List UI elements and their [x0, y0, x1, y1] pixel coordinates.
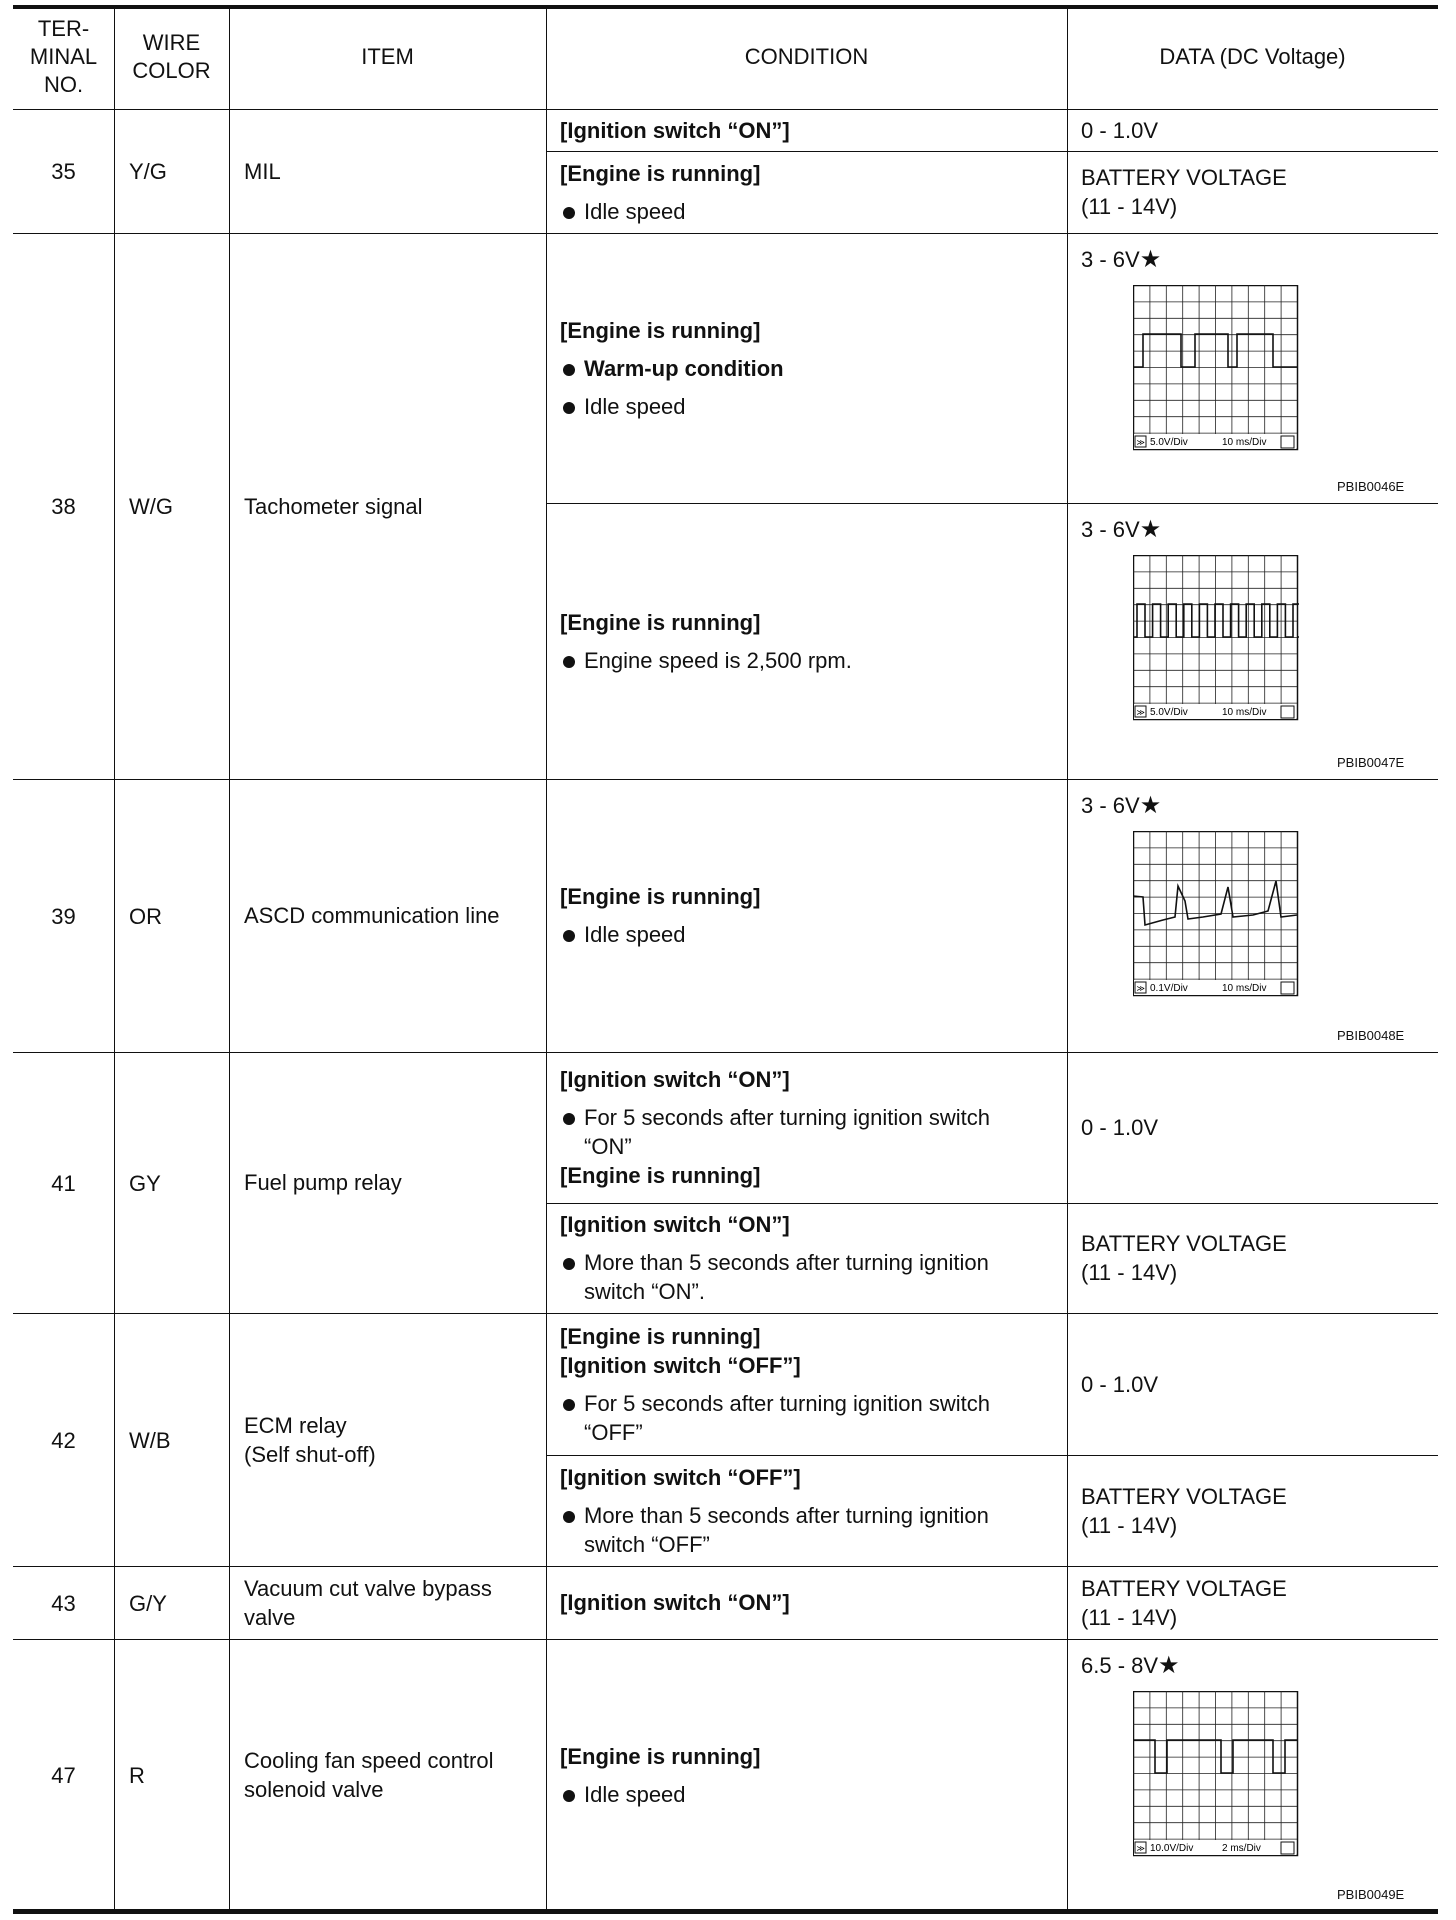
voltage-text: 3 - 6V: [1081, 793, 1140, 818]
condition-heading: [Ignition switch “ON”]: [560, 1590, 790, 1615]
condition-heading: [Ignition switch “OFF”]: [560, 1464, 801, 1490]
run-icon-glyph: ≫: [1136, 1844, 1145, 1853]
item-name: MIL: [244, 158, 281, 184]
condition-heading: [Ignition switch “ON”]: [560, 1067, 790, 1092]
voltage-value: [1081, 1651, 1180, 1680]
condition-heading: [Engine is running]: [560, 160, 761, 186]
item-name: ASCD communication line: [244, 903, 500, 928]
voltage-value: 0 - 1.0V: [1081, 1371, 1159, 1397]
wire-color: G/Y: [129, 1590, 167, 1616]
condition-bullet: For 5 seconds after turning ignition switch “OFF”: [560, 1389, 1041, 1447]
header-item: ITEM: [361, 44, 414, 69]
volt-div-label: 5.0V/Div: [1150, 437, 1188, 448]
condition-bullet: More than 5 seconds after turning ignition switch “OFF”: [560, 1501, 1041, 1559]
condition-block: [560, 116, 1041, 145]
header-terminal: TER- MINAL NO.: [29, 16, 98, 97]
condition-heading: [Engine is running]: [560, 1323, 761, 1349]
star-icon: ★: [1158, 1652, 1180, 1679]
column-rule: [1067, 5, 1068, 1911]
column-rule: [114, 5, 115, 1911]
oscilloscope-waveform: [1133, 1691, 1299, 1873]
condition-block: [560, 1588, 1041, 1617]
figure-code: PBIB0048E: [1337, 1028, 1405, 1043]
item-name: Fuel pump relay: [244, 1170, 402, 1195]
condition-heading: [Engine is running]: [560, 609, 761, 635]
waveform-trace: [1133, 604, 1299, 637]
star-icon: ★: [1139, 516, 1162, 543]
figure-code: PBIB0046E: [1337, 479, 1405, 494]
item-name: Tachometer signal: [244, 493, 423, 519]
column-rule: [546, 5, 547, 1911]
row-rule: [13, 1911, 1438, 1912]
voltage-text: 3 - 6V: [1081, 247, 1140, 272]
voltage-value: BATTERY VOLTAGE (11 - 14V): [1081, 165, 1287, 219]
header-rule: [13, 109, 1438, 110]
voltage-value: [1081, 791, 1161, 820]
header-wire: WIRE COLOR: [132, 30, 211, 83]
time-div-label: 2 ms/Div: [1222, 1843, 1261, 1854]
run-icon-glyph: ≫: [1136, 708, 1145, 717]
terminal-no: 38: [51, 494, 76, 519]
condition-block: [560, 1322, 1041, 1447]
item-name: Cooling fan speed control solenoid valve: [244, 1748, 494, 1802]
waveform-trace: [1133, 1740, 1297, 1773]
wire-color: OR: [129, 903, 162, 929]
row-rule: [13, 779, 1438, 780]
condition-heading: [Ignition switch “ON”]: [560, 1212, 790, 1237]
condition-heading: [Engine is running]: [560, 317, 761, 343]
terminal-no: 41: [51, 1170, 76, 1196]
terminal-no: 42: [51, 1427, 76, 1453]
run-icon-glyph: ≫: [1136, 984, 1145, 993]
wire-color: R: [129, 1763, 145, 1788]
terminal-data-table: [13, 5, 1438, 1915]
row-rule: [13, 233, 1438, 234]
row-rule: [13, 1052, 1438, 1053]
voltage-value: BATTERY VOLTAGE (11 - 14V): [1081, 1483, 1287, 1538]
condition-block: [560, 316, 1041, 421]
star-icon: ★: [1139, 246, 1162, 273]
volt-div-label: 10.0V/Div: [1150, 1843, 1194, 1854]
wire-color: W/G: [129, 494, 173, 519]
condition-bullet: Idle speed: [560, 1780, 1041, 1809]
condition-heading: [Ignition switch “OFF”]: [560, 1352, 801, 1378]
voltage-value: [1081, 245, 1161, 274]
sub-row-rule: [546, 151, 1438, 152]
column-rule: [229, 5, 230, 1911]
condition-bullet: Engine speed is 2,500 rpm.: [560, 646, 1041, 675]
condition-heading: [Engine is running]: [560, 1163, 761, 1188]
voltage-text: 3 - 6V: [1081, 517, 1140, 542]
condition-heading: [Engine is running]: [560, 1743, 761, 1769]
oscilloscope-waveform: [1133, 555, 1299, 737]
condition-block: [560, 1742, 1041, 1809]
condition-heading: [Ignition switch “ON”]: [560, 117, 790, 143]
time-div-label: 10 ms/Div: [1222, 983, 1267, 994]
oscilloscope-waveform: [1133, 831, 1299, 1013]
wire-color: W/B: [129, 1427, 171, 1453]
item-name: Vacuum cut valve bypass valve: [244, 1575, 492, 1630]
voltage-value: BATTERY VOLTAGE (11 - 14V): [1081, 1231, 1287, 1285]
condition-block: [560, 1065, 1041, 1190]
figure-code: PBIB0047E: [1337, 755, 1405, 770]
sub-row-rule: [546, 503, 1438, 504]
terminal-no: 47: [51, 1763, 76, 1788]
condition-bullet: Warm-up condition: [560, 354, 1041, 383]
condition-bullet: For 5 seconds after turning ignition switch “ON”: [560, 1103, 1041, 1161]
condition-block: [560, 1210, 1041, 1306]
condition-bullet: Idle speed: [560, 197, 1041, 226]
volt-div-label: 0.1V/Div: [1150, 983, 1188, 994]
waveform-trace: [1133, 334, 1297, 367]
row-rule: [13, 1313, 1438, 1314]
voltage-value: BATTERY VOLTAGE (11 - 14V): [1081, 1575, 1287, 1630]
item-name: ECM relay (Self shut-off): [244, 1412, 376, 1467]
run-icon-glyph: ≫: [1136, 438, 1145, 447]
terminal-no: 43: [51, 1590, 76, 1616]
condition-bullet: Idle speed: [560, 920, 1041, 949]
sub-row-rule: [546, 1455, 1438, 1456]
row-rule: [13, 1566, 1438, 1567]
waveform-trace: [1133, 881, 1297, 925]
wire-color: Y/G: [129, 159, 167, 184]
terminal-no: 35: [51, 159, 76, 184]
condition-block: [560, 1463, 1041, 1559]
wire-color: GY: [129, 1170, 161, 1196]
star-icon: ★: [1139, 792, 1162, 819]
volt-div-label: 5.0V/Div: [1150, 707, 1188, 718]
condition-bullet: Idle speed: [560, 392, 1041, 421]
sub-row-rule: [546, 1203, 1438, 1204]
voltage-value: 0 - 1.0V: [1081, 1115, 1159, 1140]
oscilloscope-waveform: [1133, 285, 1299, 467]
header-condition: CONDITION: [744, 44, 869, 69]
condition-block: [560, 159, 1041, 226]
time-div-label: 10 ms/Div: [1222, 707, 1267, 718]
terminal-no: 39: [51, 903, 76, 929]
voltage-text: 6.5 - 8V: [1081, 1653, 1159, 1678]
voltage-value: 0 - 1.0V: [1081, 117, 1159, 143]
row-rule: [13, 1639, 1438, 1640]
condition-block: [560, 882, 1041, 949]
condition-block: [560, 608, 1041, 675]
condition-heading: [Engine is running]: [560, 884, 761, 909]
header-data: DATA (DC Voltage): [1159, 44, 1346, 69]
voltage-value: [1081, 515, 1161, 544]
figure-code: PBIB0049E: [1337, 1887, 1405, 1902]
time-div-label: 10 ms/Div: [1222, 437, 1267, 448]
condition-bullet: More than 5 seconds after turning ignition switch “ON”.: [560, 1248, 1041, 1306]
